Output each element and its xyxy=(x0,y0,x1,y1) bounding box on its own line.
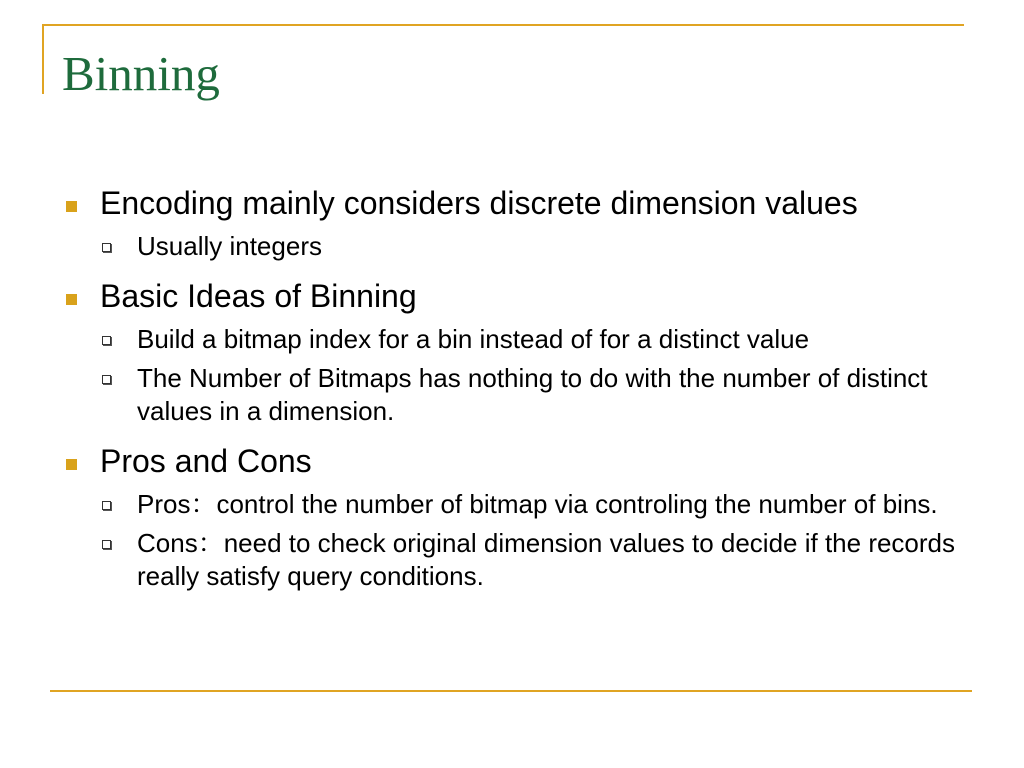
sub-bullet-item xyxy=(60,488,970,521)
sub-bullet-item xyxy=(60,362,970,428)
hollow-square-bullet-icon xyxy=(102,501,111,510)
square-bullet-icon xyxy=(66,294,77,305)
frame-bottom-line xyxy=(50,690,972,692)
sub-bullet-item xyxy=(60,323,970,356)
bullet-text: Basic Ideas of Binning xyxy=(100,278,417,314)
sub-bullet-text: The Number of Bitmaps has nothing to do with the number of distinct values in a dimension. xyxy=(137,363,928,426)
sub-bullet-text: Pros：control the number of bitmap via controling the number of bins. xyxy=(137,489,938,519)
bullet-text: Encoding mainly considers discrete dimension values xyxy=(100,185,858,221)
sub-bullet-text: Usually integers xyxy=(137,231,322,261)
hollow-square-bullet-icon xyxy=(102,540,111,549)
bullet-item-pros-cons xyxy=(60,442,970,480)
slide-title: Binning xyxy=(62,46,220,101)
sub-bullet-item xyxy=(60,527,970,593)
sub-bullet-item xyxy=(60,230,970,263)
frame-top-line xyxy=(42,24,964,26)
frame-left-line xyxy=(42,24,44,94)
square-bullet-icon xyxy=(66,459,77,470)
hollow-square-bullet-icon xyxy=(102,336,111,345)
slide-content xyxy=(60,184,970,599)
bullet-item-basic-ideas xyxy=(60,277,970,315)
sub-bullet-text: Build a bitmap index for a bin instead of for a distinct value xyxy=(137,324,810,354)
hollow-square-bullet-icon xyxy=(102,243,111,252)
bullet-item-encoding xyxy=(60,184,970,222)
bullet-text: Pros and Cons xyxy=(100,443,312,479)
square-bullet-icon xyxy=(66,201,77,212)
sub-bullet-text: Cons：need to check original dimension values to decide if the records really satisfy query conditions. xyxy=(137,528,956,591)
hollow-square-bullet-icon xyxy=(102,375,111,384)
